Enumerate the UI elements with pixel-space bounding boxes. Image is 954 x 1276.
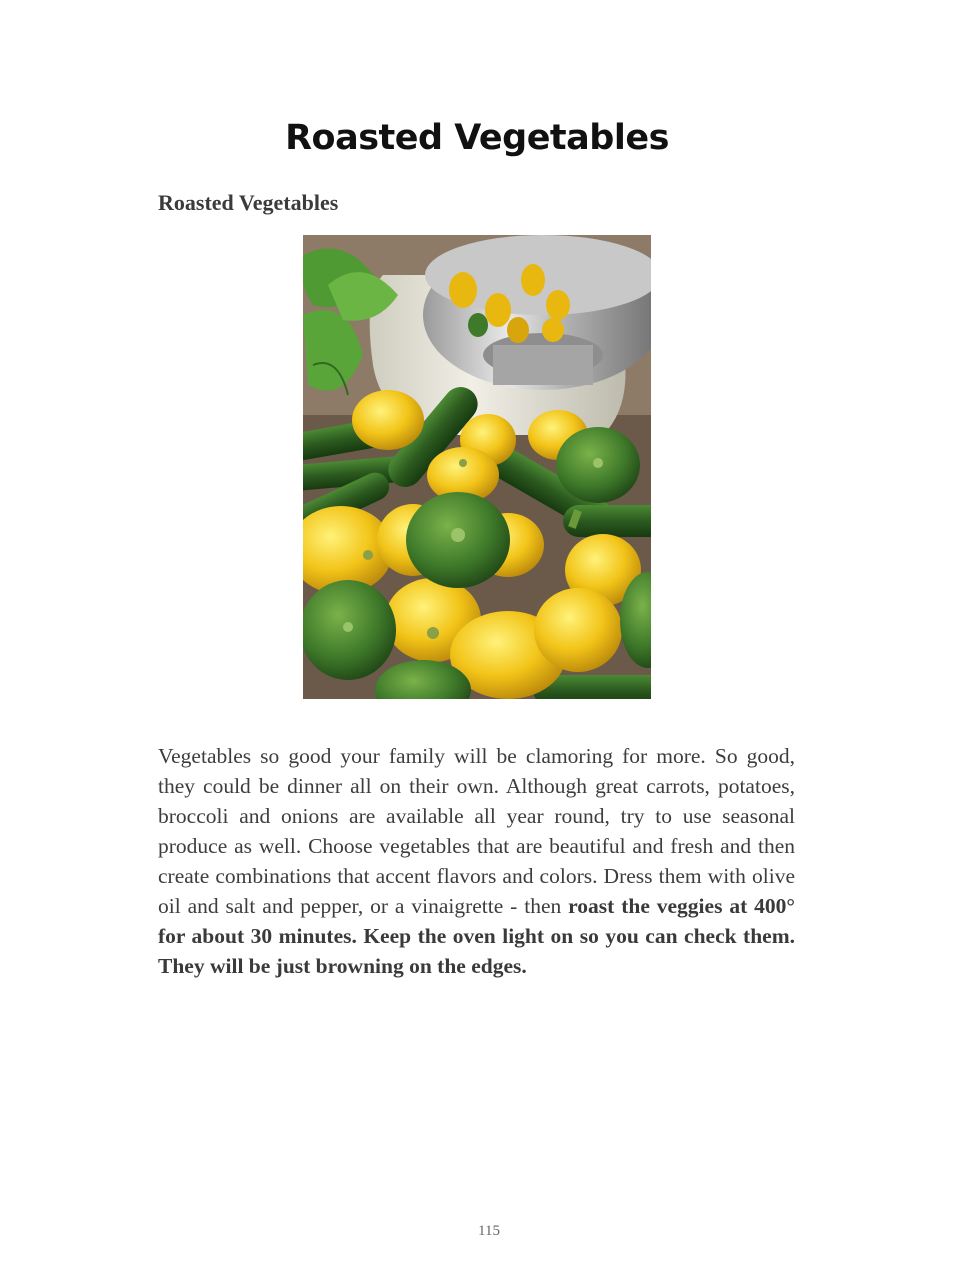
description-plain-text: Vegetables so good your family will be clamoring for more. So good, they could be dinner all on their own. Although great carrots, potatoes, broccoli and onions are available all year round, try to use seasonal produce as well. Choose vegetables that are beautiful and fresh and then create combinations that accent flavors and colors. Dress them with olive oil and salt and pepper, or a vinaigrette - then: [158, 744, 795, 918]
recipe-subtitle: Roasted Vegetables: [158, 190, 339, 215]
recipe-description: [158, 741, 795, 981]
description-bold-text: roast the veggies at 400° for about 30 minutes. Keep the oven light on so you can check them. They will be just browning on the edges.: [158, 894, 795, 978]
page-title: Roasted Vegetables: [285, 118, 669, 158]
vegetables-photo: [303, 235, 651, 699]
page-number: 115: [478, 1223, 500, 1239]
